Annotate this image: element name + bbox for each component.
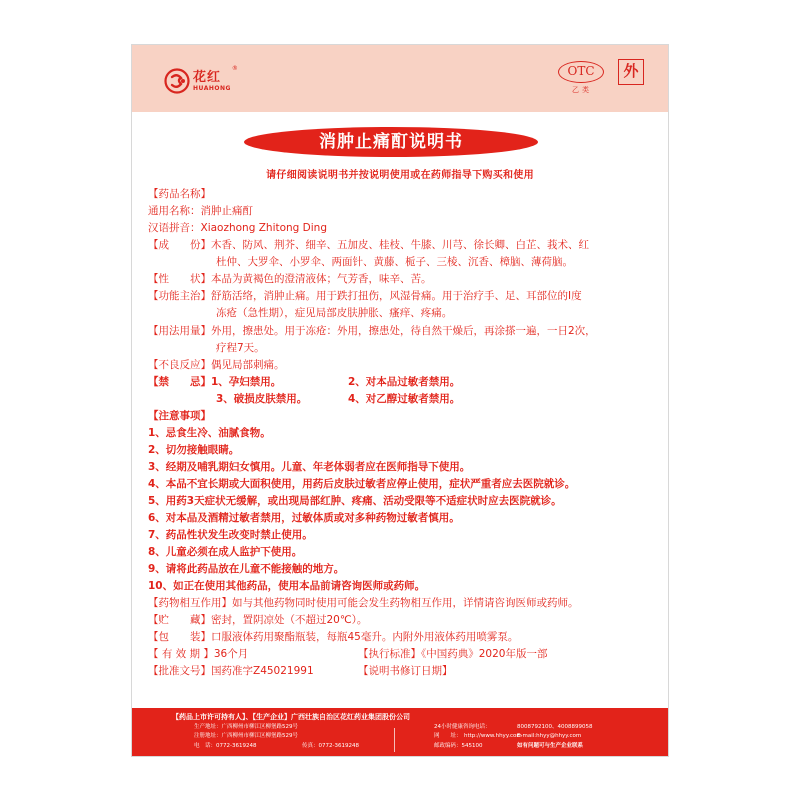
interaction-text: 如与其他药物同时使用可能会发生药物相互作用，详情请咨询医师或药师。 — [232, 597, 579, 609]
phone-number: 电 话：0772-3619248 — [194, 743, 257, 749]
contra-heading: 【禁 忌】 — [148, 376, 211, 388]
precaution-item: 6、对本品及酒精过敏者禁用，过敏体质或对多种药物过敏者慎用。 — [148, 512, 460, 524]
precaution-item: 7、药品性状发生改变时禁止使用。 — [148, 529, 313, 541]
footer-band — [132, 708, 668, 756]
contra-item-4: 4、对乙醇过敏者禁用。 — [348, 393, 461, 405]
precaution-item: 4、本品不宜长期或大面积使用，用药后皮肤过敏者应停止使用，症状严重者应去医院就诊。 — [148, 478, 576, 490]
approval-revision-row — [148, 664, 648, 678]
storage-row — [148, 613, 367, 627]
footer-divider — [394, 728, 395, 752]
precaution-item: 3、经期及哺乳期妇女慎用。儿童、年老体弱者应在医师指导下使用。 — [148, 461, 471, 473]
drug-name-heading: 【药品名称】 — [148, 188, 211, 200]
ingredients-text-1: 木香、防风、荆芥、细辛、五加皮、桂枝、牛膝、川芎、徐长卿、白芷、莪术、红 — [211, 239, 589, 251]
standard-heading: 【执行标准】 — [358, 648, 421, 660]
package-heading: 【包 装】 — [148, 631, 211, 643]
interaction-heading: 【药物相互作用】 — [148, 597, 232, 609]
adverse-row — [148, 358, 285, 372]
footer-company: 【药品上市许可持有人】、【生产企业】广西壮族自治区花红药业集团股份公司 — [172, 713, 410, 721]
approval-text: 国药准字Z45021991 — [211, 665, 314, 677]
usage-row-1 — [148, 324, 596, 338]
logo-english-name: HUAHONG — [193, 84, 231, 92]
contact-note: 如有问题可与生产企业联系 — [517, 743, 584, 749]
character-row — [148, 272, 432, 286]
website-label: 网 址： — [434, 733, 462, 739]
website-link[interactable]: http://www.hhyy.com — [464, 733, 522, 739]
validity-text: 36个月 — [213, 648, 249, 660]
registered-address: 注册地址：广西柳州市柳江区柳堡路529号 — [194, 733, 298, 739]
pinyin-name: 汉语拼音：Xiaozhong Zhitong Ding — [148, 222, 328, 234]
production-address: 生产地址：广西柳州市柳江区柳堡路529号 — [194, 724, 298, 730]
precautions-heading: 【注意事项】 — [148, 410, 211, 422]
package-row — [148, 630, 518, 644]
package-text: 口服液体药用聚酯瓶装，每瓶45毫升。内附外用液体药用喷雾泵。 — [211, 631, 519, 643]
precaution-item: 2、切勿接触眼睛。 — [148, 444, 240, 456]
function-heading: 【功能主治】 — [148, 290, 211, 302]
usage-text-1: 外用，擦患处。用于冻疮：外用，擦患处，待自然干燥后，再涂搽一遍，一日2次， — [211, 325, 596, 337]
logo-chinese-name: 花红 — [193, 69, 222, 85]
precaution-item: 9、请将此药品放在儿童不能接触的地方。 — [148, 563, 345, 575]
storage-text: 密封，置阴凉处（不超过20℃）。 — [211, 614, 368, 626]
registered-mark: ® — [231, 65, 238, 72]
instruction-sheet — [131, 44, 669, 757]
header-band — [132, 45, 668, 112]
contra-row-1 — [148, 375, 648, 389]
adverse-text: 偶见局部刺痛。 — [211, 359, 285, 371]
function-row-1 — [148, 289, 582, 303]
standard-block — [358, 647, 547, 661]
character-heading: 【性 状】 — [148, 273, 211, 285]
adverse-heading: 【不良反应】 — [148, 359, 211, 371]
contra-item-2: 2、对本品过敏者禁用。 — [348, 376, 461, 388]
usage-heading: 【用法用量】 — [148, 325, 211, 337]
otc-class: 乙类 — [572, 86, 592, 94]
document-title: 消肿止痛酊说明书 — [244, 127, 538, 157]
precaution-item: 10、如正在使用其他药品，使用本品前请咨询医师或药师。 — [148, 580, 426, 592]
standard-text: 《中国药典》2020年版一部 — [421, 648, 548, 660]
contra-item-1: 1、孕妇禁用。 — [211, 376, 282, 388]
approval-heading: 【批准文号】 — [148, 665, 211, 677]
ingredients-text-2: 杜仲、大罗伞、小罗伞、两面针、黄藤、栀子、三棱、沉香、樟脑、薄荷脑。 — [216, 256, 573, 268]
ingredients-row-1 — [148, 238, 589, 252]
huahong-logo-icon — [164, 68, 190, 94]
function-text-1: 舒筋活络，消肿止痛。用于跌打扭伤，风湿骨痛。用于治疗手、足、耳部位的Ⅰ度 — [211, 290, 582, 302]
otc-badge — [558, 61, 606, 95]
precaution-item: 1、忌食生冷、油腻食物。 — [148, 427, 271, 439]
usage-text-2: 疗程7天。 — [216, 342, 265, 354]
hotline-numbers: 8008792100、4008899058 — [517, 724, 593, 730]
interaction-row — [148, 596, 579, 610]
hotline-label: 24小时健康咨询电话： — [434, 724, 491, 730]
validity-standard-row — [148, 647, 648, 661]
external-use-badge: 外 — [618, 59, 644, 85]
contra-row-2 — [216, 392, 636, 406]
advisory-notice: 请仔细阅读说明书并按说明使用或在药师指导下购买和使用 — [266, 170, 534, 181]
precaution-item: 5、用药3天症状无缓解，或出现局部红肿、疼痛、活动受限等不适症状时应去医院就诊。 — [148, 495, 562, 507]
validity-heading: 【 有 效 期 】 — [148, 648, 214, 660]
postcode: 邮政编码：545100 — [434, 743, 483, 749]
email-address[interactable]: E-mail:hhyy@hhyy.com — [517, 733, 582, 739]
ingredients-heading: 【成 份】 — [148, 239, 211, 251]
otc-label: OTC — [558, 61, 604, 83]
fax-number: 传真：0772-3619248 — [302, 743, 359, 749]
storage-heading: 【贮 藏】 — [148, 614, 211, 626]
huahong-logo — [164, 65, 238, 97]
precaution-item: 8、儿童必须在成人监护下使用。 — [148, 546, 303, 558]
character-text: 本品为黄褐色的澄清液体；气芳香，味辛、苦。 — [211, 273, 432, 285]
revision-heading: 【说明书修订日期】 — [358, 665, 453, 677]
generic-name: 通用名称：消肿止痛酊 — [148, 205, 253, 217]
contra-item-3: 3、破损皮肤禁用。 — [216, 393, 308, 405]
function-text-2: 冻疮（急性期），症见局部皮肤肿胀、瘙痒、疼痛。 — [216, 307, 453, 319]
